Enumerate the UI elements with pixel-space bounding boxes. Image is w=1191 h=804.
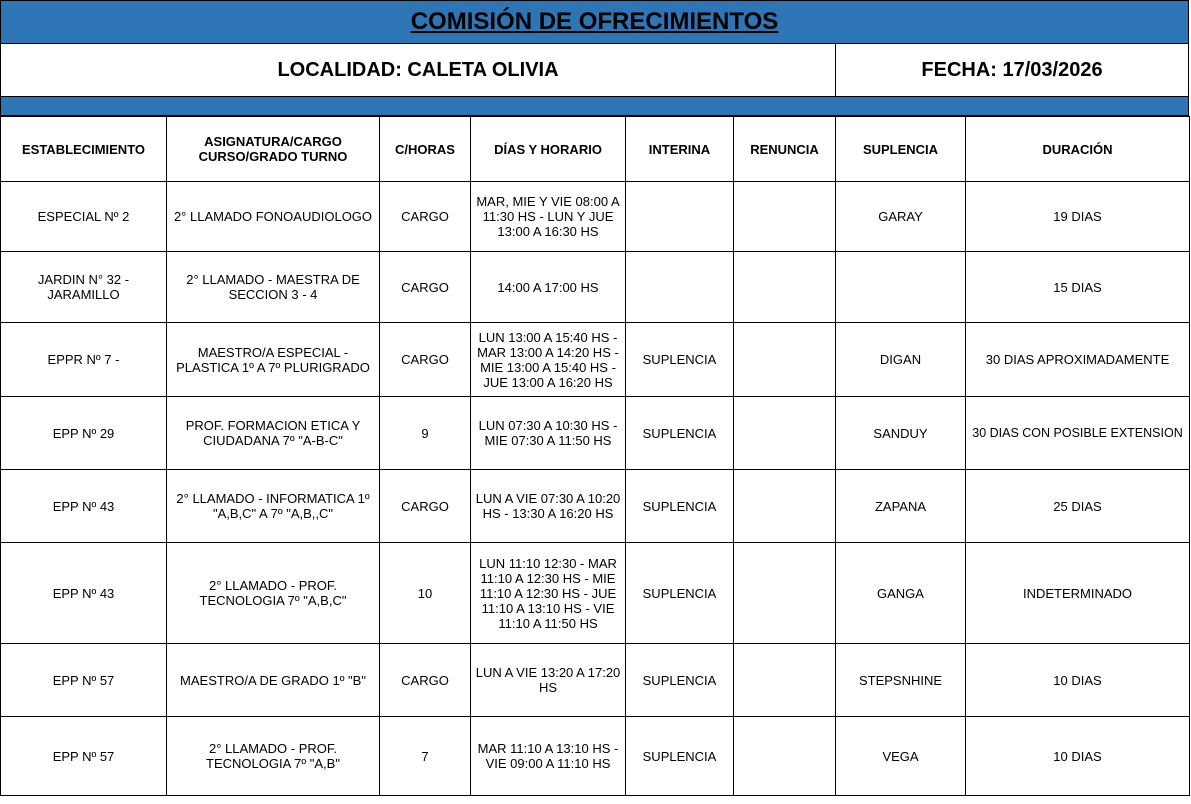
cell-dias: MAR 11:10 A 13:10 HS - VIE 09:00 A 11:10 HS	[471, 717, 626, 796]
cell-interina: SUPLENCIA	[626, 543, 734, 644]
cell-duracion: 10 DIAS	[966, 717, 1190, 796]
cell-dias: MAR, MIE Y VIE 08:00 A 11:30 HS - LUN Y JUE 13:00 A 16:30 HS	[471, 182, 626, 252]
cell-suplencia: ZAPANA	[836, 470, 966, 543]
cell-renuncia	[734, 397, 836, 470]
cell-renuncia	[734, 644, 836, 717]
separator-strip	[0, 97, 1189, 116]
table-row	[1, 323, 1190, 397]
cell-interina: SUPLENCIA	[626, 323, 734, 397]
info-row	[0, 44, 1189, 97]
col-asignatura	[167, 117, 380, 182]
cell-suplencia: GANGA	[836, 543, 966, 644]
cell-dias: LUN A VIE 13:20 A 17:20 HS	[471, 644, 626, 717]
table-row	[1, 644, 1190, 717]
title-bar	[0, 0, 1189, 44]
cell-establecimiento: EPP Nº 57	[1, 644, 167, 717]
cell-renuncia	[734, 470, 836, 543]
cell-asignatura: 2° LLAMADO - MAESTRA DE SECCION 3 - 4	[167, 252, 380, 323]
cell-asignatura: 2° LLAMADO - PROF. TECNOLOGIA 7º "A,B,C"	[167, 543, 380, 644]
cell-interina: SUPLENCIA	[626, 397, 734, 470]
cell-renuncia	[734, 323, 836, 397]
table-header-row	[1, 117, 1190, 182]
cell-suplencia	[836, 252, 966, 323]
offers-table	[0, 116, 1190, 796]
cell-duracion: INDETERMINADO	[966, 543, 1190, 644]
table-row	[1, 470, 1190, 543]
col-renuncia: RENUNCIA	[734, 117, 836, 182]
cell-duracion: 15 DIAS	[966, 252, 1190, 323]
cell-suplencia: STEPSNHINE	[836, 644, 966, 717]
cell-asignatura: MAESTRO/A ESPECIAL - PLASTICA 1º A 7º PLURIGRADO	[167, 323, 380, 397]
cell-horas: 9	[380, 397, 471, 470]
cell-dias: LUN A VIE 07:30 A 10:20 HS - 13:30 A 16:20 HS	[471, 470, 626, 543]
cell-horas: CARGO	[380, 644, 471, 717]
cell-renuncia	[734, 182, 836, 252]
cell-dias: LUN 11:10 12:30 - MAR 11:10 A 12:30 HS - MIE 11:10 A 12:30 HS - JUE 11:10 A 13:10 HS - VIE 11:10 A 11:50 HS	[471, 543, 626, 644]
cell-interina: SUPLENCIA	[626, 717, 734, 796]
cell-duracion: 30 DIAS CON POSIBLE EXTENSION	[966, 397, 1190, 470]
cell-dias: LUN 07:30 A 10:30 HS - MIE 07:30 A 11:50 HS	[471, 397, 626, 470]
cell-horas: 10	[380, 543, 471, 644]
cell-asignatura: 2° LLAMADO - INFORMATICA 1º "A,B,C" A 7º "A,B,,C"	[167, 470, 380, 543]
locality-label: LOCALIDAD: CALETA OLIVIA	[1, 44, 836, 96]
cell-establecimiento: EPP Nº 43	[1, 543, 167, 644]
cell-duracion: 19 DIAS	[966, 182, 1190, 252]
cell-asignatura: 2° LLAMADO - PROF. TECNOLOGIA 7º "A,B"	[167, 717, 380, 796]
cell-dias: 14:00 A 17:00 HS	[471, 252, 626, 323]
cell-establecimiento: EPP Nº 29	[1, 397, 167, 470]
cell-dias: LUN 13:00 A 15:40 HS - MAR 13:00 A 14:20 HS - MIE 13:00 A 15:40 HS - JUE 13:00 A 16:20 HS	[471, 323, 626, 397]
cell-interina: SUPLENCIA	[626, 470, 734, 543]
cell-horas: CARGO	[380, 323, 471, 397]
col-suplencia: SUPLENCIA	[836, 117, 966, 182]
col-interina: INTERINA	[626, 117, 734, 182]
cell-horas: CARGO	[380, 470, 471, 543]
cell-interina: SUPLENCIA	[626, 644, 734, 717]
table-row	[1, 252, 1190, 323]
cell-interina	[626, 252, 734, 323]
cell-establecimiento: EPP Nº 43	[1, 470, 167, 543]
cell-interina	[626, 182, 734, 252]
cell-horas: CARGO	[380, 182, 471, 252]
cell-duracion: 25 DIAS	[966, 470, 1190, 543]
cell-establecimiento: JARDIN N° 32 - JARAMILLO	[1, 252, 167, 323]
cell-renuncia	[734, 252, 836, 323]
cell-establecimiento: EPPR Nº 7 -	[1, 323, 167, 397]
col-asignatura-line2: CURSO/GRADO TURNO	[198, 149, 348, 164]
table-row	[1, 397, 1190, 470]
cell-duracion: 10 DIAS	[966, 644, 1190, 717]
cell-renuncia	[734, 543, 836, 644]
cell-duracion: 30 DIAS APROXIMADAMENTE	[966, 323, 1190, 397]
col-dias: DÍAS Y HORARIO	[471, 117, 626, 182]
cell-renuncia	[734, 717, 836, 796]
cell-establecimiento: EPP Nº 57	[1, 717, 167, 796]
cell-suplencia: DIGAN	[836, 323, 966, 397]
cell-horas: 7	[380, 717, 471, 796]
cell-horas: CARGO	[380, 252, 471, 323]
col-establecimiento: ESTABLECIMIENTO	[1, 117, 167, 182]
table-row	[1, 717, 1190, 796]
page-title: COMISIÓN DE OFRECIMIENTOS	[410, 8, 779, 35]
col-horas: C/HORAS	[380, 117, 471, 182]
cell-asignatura: 2° LLAMADO FONOAUDIOLOGO	[167, 182, 380, 252]
table-row	[1, 182, 1190, 252]
table-row	[1, 543, 1190, 644]
cell-suplencia: GARAY	[836, 182, 966, 252]
col-duracion: DURACIÓN	[966, 117, 1190, 182]
col-asignatura-line1: ASIGNATURA/CARGO	[204, 134, 342, 149]
date-label: FECHA: 17/03/2026	[921, 58, 1103, 81]
cell-establecimiento: ESPECIAL Nº 2	[1, 182, 167, 252]
cell-suplencia: VEGA	[836, 717, 966, 796]
cell-asignatura: PROF. FORMACION ETICA Y CIUDADANA 7º "A-B-C"	[167, 397, 380, 470]
cell-suplencia: SANDUY	[836, 397, 966, 470]
cell-asignatura: MAESTRO/A DE GRADO 1º "B"	[167, 644, 380, 717]
